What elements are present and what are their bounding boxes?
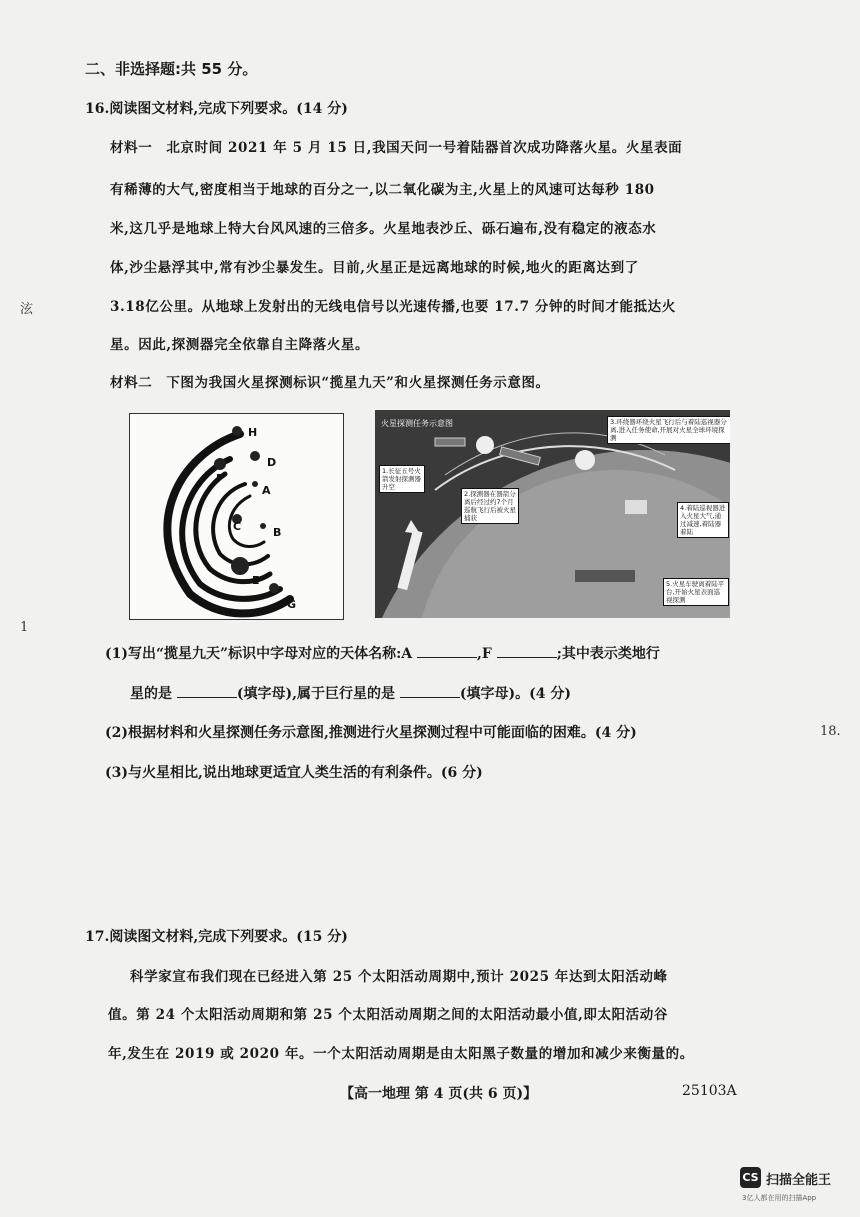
q16-sub3: (3)与火星相比,说出地球更适宜人类生活的有利条件。(6 分) [105, 765, 483, 781]
answer-blank-f[interactable] [497, 645, 557, 658]
exam-code: 25103A [682, 1083, 737, 1099]
material1-line-3: 米,这几乎是地球上特大台风风速的三倍多。火星地表沙丘、砾石遍布,没有稳定的液态水 [110, 221, 657, 237]
q17-line-2: 值。第 24 个太阳活动周期和第 25 个太阳活动周期之间的太阳活动最小值,即太阳活动谷 [108, 1007, 668, 1023]
right-margin-mark: 18. [820, 724, 841, 739]
material1-line-5: 3.18亿公里。从地球上发射出的无线电信号以光速传播,也要 17.7 分钟的时间才能抵达火 [110, 299, 676, 315]
q16-sub1-line1: (1)写出“揽星九天”标识中字母对应的天体名称:A ,F ;其中表示类地行 [105, 646, 660, 662]
logo-letter-e: E [252, 574, 260, 587]
mission-diagram [375, 410, 730, 618]
q17-line-1: 科学家宣布我们现在已经进入第 25 个太阳活动周期中,预计 2025 年达到太阳活动峰 [130, 969, 668, 985]
orbiter-icon [575, 450, 595, 470]
scanner-tagline: 3亿人都在用的扫描App [742, 1194, 817, 1202]
q16-sub2: (2)根据材料和火星探测任务示意图,推测进行火星探测过程中可能面临的困难。(4 分) [105, 725, 637, 741]
callout-1: 1.长征五号火箭发射探测器升空 [379, 465, 425, 493]
logo-letter-a: A [262, 484, 271, 497]
page-footer: 【高一地理 第 4 页(共 6 页)】 [340, 1086, 538, 1102]
scanner-badge: CS [740, 1167, 761, 1188]
callout-2: 2.探测器在器箭分离后经过约7个月巡航飞行后被火星捕获 [461, 488, 519, 524]
answer-blank-a[interactable] [417, 645, 477, 658]
logo-letter-b: B [273, 526, 282, 539]
material2-line: 材料二 下图为我国火星探测标识“揽星九天”和火星探测任务示意图。 [110, 375, 550, 391]
left-margin-mark-2: 1 [20, 620, 29, 635]
left-margin-mark: 泫 [20, 302, 34, 317]
scanner-name: 扫描全能王 [766, 1173, 832, 1188]
logo-figure [129, 413, 344, 620]
material2-label: 材料二 [110, 375, 153, 391]
orbit-arcs-logo [130, 414, 343, 619]
diagram-title: 火星探测任务示意图 [381, 419, 453, 428]
q17-line-3: 年,发生在 2019 或 2020 年。一个太阳活动周期是由太阳黑子数量的增加和减少来衡量的。 [108, 1046, 694, 1062]
q16-stem: 16.阅读图文材料,完成下列要求。(14 分) [85, 101, 348, 117]
probe-icon [476, 436, 494, 454]
material1-line-4: 体,沙尘悬浮其中,常有沙尘暴发生。目前,火星正是远离地球的时候,地火的距离达到了 [110, 260, 639, 276]
lander-icon [625, 500, 647, 514]
material1-line-1: 材料一 北京时间 2021 年 5 月 15 日,我国天问一号着陆器首次成功降落火星。火星表面 [110, 140, 683, 156]
answer-blank-terrestrial[interactable] [177, 685, 237, 698]
material1-label: 材料一 [110, 140, 153, 156]
logo-letter-f: F [216, 472, 224, 485]
callout-3: 3.环绕器环绕火星飞行后与着陆巡视器分离,进入任务使命,开展对火星全球环境探测 [607, 416, 730, 444]
rover-icon [575, 570, 635, 582]
q17-stem: 17.阅读图文材料,完成下列要求。(15 分) [85, 929, 348, 945]
logo-letter-h: H [248, 426, 258, 439]
logo-letter-d: D [267, 456, 277, 469]
callout-4: 4.着陆巡视器进入火星大气,通过减速,着陆器着陆 [677, 502, 729, 538]
logo-letter-c: C [233, 520, 242, 533]
material1-line-6: 星。因此,探测器完全依靠自主降落火星。 [110, 337, 370, 353]
logo-letter-g: G [287, 598, 297, 611]
answer-blank-giant[interactable] [400, 685, 460, 698]
section-title: 二、非选择题:共 55 分。 [85, 60, 258, 78]
q16-sub1-line2: 星的是 (填字母),属于巨行星的是 (填字母)。(4 分) [130, 686, 571, 702]
callout-5: 5.火星车驶离着陆平台,开始火星表面巡视探测 [663, 578, 729, 606]
material1-line-2: 有稀薄的大气,密度相当于地球的百分之一,以二氧化碳为主,火星上的风速可达每秒 180 [110, 182, 655, 198]
